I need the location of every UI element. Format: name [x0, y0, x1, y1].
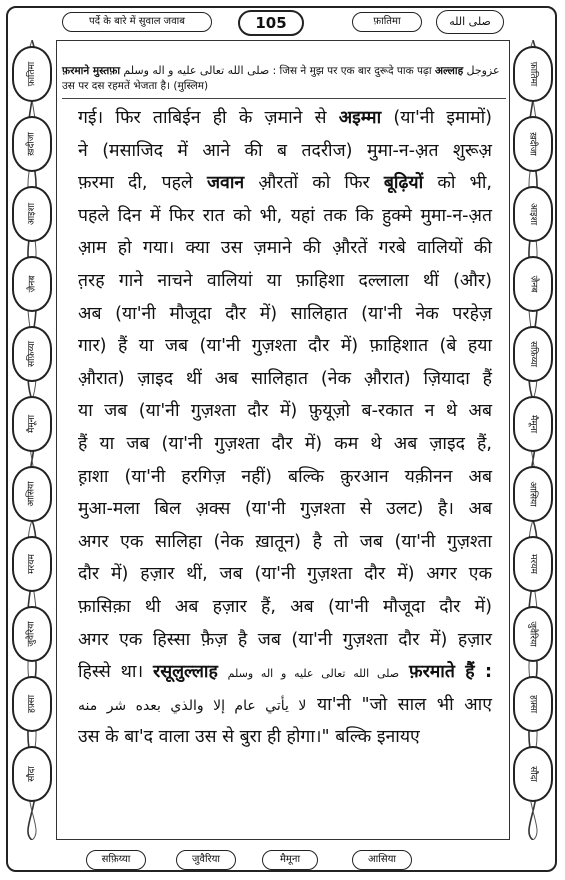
- body-line: या जब (या'नी गुज़श्ता दौर में) फ़ुयूज़ो ब-रकात न थे अब: [78, 401, 492, 422]
- body-line: अगर एक हिस्सा फ़ैज़ है जब (या'नी गुज़श्ता दौर में) हज़ार: [78, 629, 492, 650]
- left-medal-8: मरयम: [12, 536, 52, 592]
- book-title-tab: पर्दे के बारे में सुवाल जवाब: [62, 12, 212, 32]
- right-medal-4: ज़ैनब: [513, 256, 553, 312]
- body-line: अगर एक सालिहा (नेक ख़ातून) है तो जब (या'नी गुज़श्ता: [78, 531, 492, 552]
- footer-tab-3: मैमूना: [262, 850, 318, 870]
- footer-tab-1: सफ़िय्या: [86, 850, 146, 870]
- body-line: ने (मसाजिद में आने की ब तदरीज) मुमा-न-अ़त शुरूअ़: [78, 140, 492, 161]
- right-medal-5: सफ़िय्या: [513, 326, 553, 382]
- left-medal-10: हफ़्सा: [12, 676, 52, 732]
- banner-allah: अल्लाह: [434, 65, 464, 77]
- page-number: 105: [238, 10, 304, 36]
- body-line: फ़ासिक़ा थी अब हज़ार हैं, अब (या'नी मौजूदा दौर में): [78, 596, 492, 617]
- body-line: औ़रात) ज़ाइद थीं अब सालिहात (नेक औ़रात) ज़ियादा हैं: [78, 368, 492, 389]
- left-medal-5: सफ़िय्या: [12, 326, 52, 382]
- left-medal-1: फ़ातिमा: [12, 46, 52, 102]
- body-line: अब (या'नी मौजूदा दौर में) सालिहात (या'नी नेक परहेज़: [78, 303, 492, 324]
- body-line: ह़ाशा (या'नी हरगिज़ नहीं) बल्कि क़ुरआन यक़ीनन अब: [78, 466, 492, 487]
- right-medal-11: सौदा: [513, 746, 553, 802]
- banner-azza: عزوجل: [466, 64, 500, 77]
- footer-tab-4: आसिया: [352, 850, 412, 870]
- banner-text-a: : जिस ने मुझ पर एक बार दुरूदे पाक पढ़ा: [272, 65, 432, 77]
- body-line: पहले दिन में फिर रात को भी, यहां तक कि हुक्मे मुमा-न-अ़त: [78, 205, 492, 226]
- banner-salawat: صلى الله تعالى عليه و اله وسلم: [123, 64, 270, 77]
- corner-seal: صلى الله: [436, 10, 504, 34]
- body-line: दौर में) हज़ार थीं, जब (या'नी गुज़श्ता दौर में) अगर एक: [78, 564, 492, 585]
- left-medal-4: ज़ैनब: [12, 256, 52, 312]
- banner-source: (मुस्लिम): [173, 80, 209, 92]
- right-medal-3: आइशा: [513, 186, 553, 242]
- right-medal-7: आसिया: [513, 466, 553, 522]
- right-medal-2: ख़दीजा: [513, 116, 553, 172]
- body-text: [78, 102, 492, 754]
- left-medal-2: ख़दीजा: [12, 116, 52, 172]
- body-line: मुआ-मला बिल अ़क्स (या'नी गुज़श्ता से उलट) है। अब: [78, 499, 492, 520]
- hadith-banner: [62, 63, 506, 94]
- left-medal-6: मैमूना: [12, 396, 52, 452]
- body-line: गई। फिर ताबिईन ही के ज़माने से अइम्मा (या'नी इमामों): [78, 108, 492, 128]
- body-line: त़रह गाने नाचने वालियां या फ़ाहिशा दल्लाला थीं (और): [78, 270, 492, 291]
- banner-label: फ़रमाने मुस्तफ़ा: [62, 65, 121, 77]
- body-line: لا يأتي عام إلا والذي بعده شر منه या'नी "जो साल भी आए: [78, 694, 493, 715]
- banner-divider: [62, 98, 506, 99]
- left-medal-7: आसिया: [12, 466, 52, 522]
- right-medal-1: फ़ातिमा: [513, 46, 553, 102]
- left-medal-9: जुवैरिया: [12, 606, 52, 662]
- footer-tab-2: जुवैरिया: [176, 850, 236, 870]
- left-medal-11: सौदा: [12, 746, 52, 802]
- banner-text-b: उस पर दस रहमतें भेजता है।: [62, 80, 171, 92]
- body-line: गार) हैं या जब (या'नी गुज़श्ता दौर में) फ़ाहिशात (बे हया: [78, 336, 492, 357]
- body-line: हैं या जब (या'नी गुज़श्ता दौर में) कम थे अब ज़ाइद हैं,: [78, 433, 492, 454]
- right-medal-8: मरयम: [513, 536, 553, 592]
- body-line: फ़रमा दी, पहले जवान औ़रतों को फिर बूढ़ियों को भी,: [78, 173, 493, 194]
- left-medal-3: आइशा: [12, 186, 52, 242]
- body-line: आ़म हो गया। क्या उस ज़माने की औ़रतें गरबे वालियों की: [78, 238, 492, 259]
- right-medal-10: हफ़्सा: [513, 676, 553, 732]
- header-name-tab: फ़ातिमा: [352, 12, 422, 32]
- body-line: उस के बा'द वाला उस से बुरा ही होगा।" बल्कि इनायए: [78, 727, 420, 748]
- right-medal-6: मैमूना: [513, 396, 553, 452]
- arabic-hadith: لا يأتي عام إلا والذي بعده شر منه: [78, 697, 307, 714]
- body-line: हिस्से था। रसूलुल्लाह صلى الله تعالى عليه و اله وسلم फ़रमाते हैं :: [78, 662, 493, 683]
- right-medal-9: जुवैरिया: [513, 606, 553, 662]
